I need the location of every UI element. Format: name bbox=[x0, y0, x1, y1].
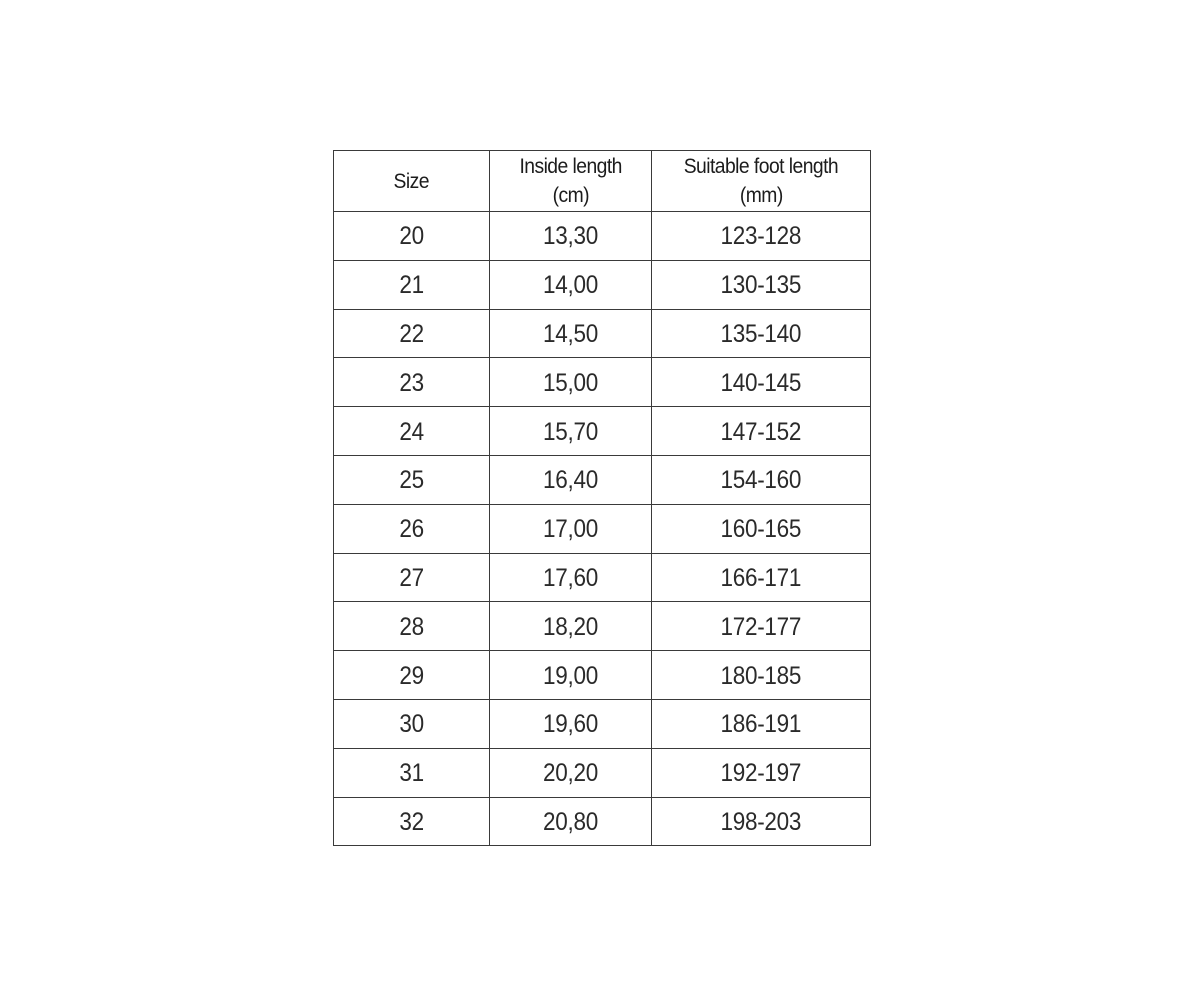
cell-size: 21 bbox=[334, 260, 490, 309]
table-row bbox=[334, 553, 871, 602]
header-foot-length-unit: (mm) bbox=[739, 184, 783, 207]
table-row bbox=[334, 651, 871, 700]
cell-inside-length: 16,40 bbox=[490, 455, 652, 504]
cell-foot-length: 130-135 bbox=[652, 260, 871, 309]
cell-foot-length: 198-203 bbox=[652, 797, 871, 846]
cell-size: 30 bbox=[334, 699, 490, 748]
table-body bbox=[334, 212, 871, 846]
cell-size: 26 bbox=[334, 504, 490, 553]
table-row bbox=[334, 455, 871, 504]
size-chart-table bbox=[333, 150, 871, 846]
cell-inside-length: 17,60 bbox=[490, 553, 652, 602]
header-foot-length-label: Suitable foot length bbox=[683, 155, 839, 178]
table-row bbox=[334, 358, 871, 407]
cell-size: 29 bbox=[334, 651, 490, 700]
header-inside-length-unit: (cm) bbox=[552, 184, 589, 207]
cell-size: 32 bbox=[334, 797, 490, 846]
cell-size: 22 bbox=[334, 309, 490, 358]
cell-size: 27 bbox=[334, 553, 490, 602]
table-row bbox=[334, 748, 871, 797]
cell-inside-length: 14,00 bbox=[490, 260, 652, 309]
cell-foot-length: 154-160 bbox=[652, 455, 871, 504]
cell-size: 24 bbox=[334, 407, 490, 456]
cell-foot-length: 140-145 bbox=[652, 358, 871, 407]
cell-inside-length: 14,50 bbox=[490, 309, 652, 358]
cell-foot-length: 192-197 bbox=[652, 748, 871, 797]
header-inside-length-label: Inside length bbox=[519, 155, 622, 178]
cell-size: 23 bbox=[334, 358, 490, 407]
cell-size: 31 bbox=[334, 748, 490, 797]
cell-inside-length: 20,20 bbox=[490, 748, 652, 797]
cell-size: 20 bbox=[334, 212, 490, 261]
table-row bbox=[334, 212, 871, 261]
cell-inside-length: 17,00 bbox=[490, 504, 652, 553]
table-header bbox=[334, 151, 871, 212]
cell-foot-length: 123-128 bbox=[652, 212, 871, 261]
header-inside-length bbox=[490, 151, 652, 212]
cell-foot-length: 166-171 bbox=[652, 553, 871, 602]
header-row bbox=[334, 151, 871, 212]
table-row bbox=[334, 797, 871, 846]
table-row bbox=[334, 504, 871, 553]
cell-inside-length: 20,80 bbox=[490, 797, 652, 846]
cell-foot-length: 160-165 bbox=[652, 504, 871, 553]
cell-foot-length: 135-140 bbox=[652, 309, 871, 358]
table-row bbox=[334, 699, 871, 748]
cell-inside-length: 15,70 bbox=[490, 407, 652, 456]
cell-foot-length: 186-191 bbox=[652, 699, 871, 748]
table-row bbox=[334, 602, 871, 651]
cell-inside-length: 15,00 bbox=[490, 358, 652, 407]
table-row bbox=[334, 260, 871, 309]
header-size-label: Size bbox=[393, 169, 430, 193]
cell-inside-length: 19,60 bbox=[490, 699, 652, 748]
cell-inside-length: 19,00 bbox=[490, 651, 652, 700]
table-row bbox=[334, 309, 871, 358]
table-row bbox=[334, 407, 871, 456]
cell-size: 28 bbox=[334, 602, 490, 651]
cell-foot-length: 172-177 bbox=[652, 602, 871, 651]
cell-foot-length: 147-152 bbox=[652, 407, 871, 456]
header-foot-length bbox=[652, 151, 871, 212]
cell-size: 25 bbox=[334, 455, 490, 504]
cell-foot-length: 180-185 bbox=[652, 651, 871, 700]
cell-inside-length: 13,30 bbox=[490, 212, 652, 261]
cell-inside-length: 18,20 bbox=[490, 602, 652, 651]
header-size bbox=[334, 151, 490, 212]
